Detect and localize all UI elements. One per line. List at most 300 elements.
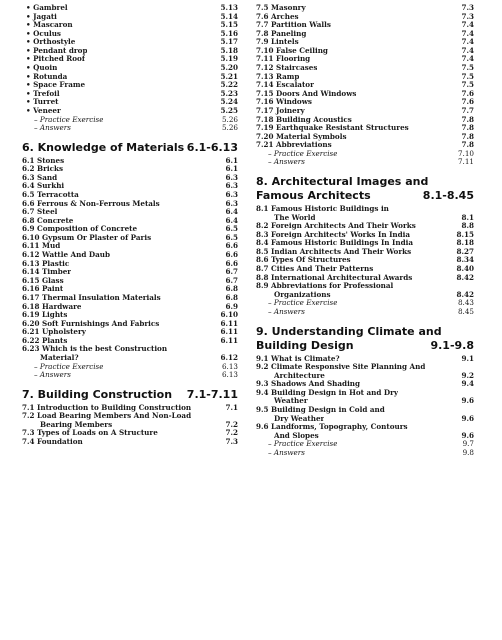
entry-text: 9.3 Shadows And Shading (256, 380, 361, 389)
entry-title (256, 222, 416, 231)
entry-page-number: 7.8 (461, 131, 474, 141)
section-entry (256, 282, 484, 291)
entry-text: Dry Weather (274, 414, 325, 423)
entry-text: 6.20 Soft Furnishings And Fabrics (22, 319, 160, 328)
entry-page-number: 6.1 (225, 155, 238, 165)
entry-text: Turret (33, 98, 59, 107)
entry-text: Architecture (274, 371, 325, 380)
entry-page-number: 6.11 (220, 327, 238, 337)
entry-page-number: 7.8 (461, 140, 474, 150)
entry-text: Pitched Roof (33, 55, 85, 64)
entry-page-number: 6.1 (225, 164, 238, 174)
section-entry (256, 406, 484, 415)
exercise-entry (22, 371, 248, 380)
entry-title (26, 21, 73, 30)
entry-page-number: 7.6 (461, 97, 474, 107)
section-entry (256, 116, 484, 125)
entry-title (26, 47, 87, 56)
entry-text: 6.9 Composition of Concrete (22, 225, 138, 234)
entry-page-number: 6.6 (225, 241, 238, 251)
entry-page-number: 5.14 (220, 11, 238, 21)
entry-title (22, 404, 191, 413)
entry-text: Practice Exercise (273, 440, 338, 449)
bullet-entry (22, 90, 248, 99)
entry-title (22, 412, 191, 421)
entry-page-number: 7.4 (461, 20, 474, 30)
entry-title (22, 260, 69, 269)
entry-text: 8.2 Foreign Architects And Their Works (256, 222, 416, 231)
entry-title (256, 124, 409, 133)
entry-page-number: 6.7 (225, 275, 238, 285)
section-entry (256, 133, 484, 142)
section-entry (22, 294, 248, 303)
section-entry (256, 38, 484, 47)
entry-title (268, 150, 337, 159)
entry-text: Oculus (33, 29, 61, 38)
section-entry (22, 217, 248, 226)
section-entry (256, 55, 484, 64)
entry-text: 7.18 Building Acoustics (256, 115, 352, 124)
dash-icon: – (268, 440, 274, 449)
section-entry-continued (22, 354, 248, 363)
bullet-entry (22, 98, 248, 107)
section-entry (22, 260, 248, 269)
entry-text: 6.19 Lights (22, 311, 68, 320)
chapter-title-line1: 8. Architectural Images and (256, 174, 429, 188)
entry-page-number: 6.6 (225, 258, 238, 268)
section-entry (256, 205, 484, 214)
entry-text: 6.12 Wattle And Daub (22, 251, 111, 260)
entry-text: Practice Exercise (39, 362, 104, 371)
dash-icon: – (268, 158, 274, 167)
bullet-icon: • (26, 55, 34, 64)
entry-title (256, 64, 317, 73)
entry-title (268, 299, 337, 308)
dash-icon: – (268, 448, 274, 457)
entry-text: 6.18 Hardware (22, 302, 82, 311)
entry-title (22, 311, 67, 320)
entry-title (256, 107, 305, 116)
entry-title (26, 90, 60, 99)
entry-page-number: 7.4 (461, 28, 474, 38)
section-entry (256, 141, 484, 150)
entry-text: 7.10 False Ceiling (256, 46, 328, 55)
entry-page-number: 6.4 (225, 215, 238, 225)
entry-page-number: 6.5 (225, 224, 238, 234)
entry-text: Gambrel (33, 4, 68, 12)
entry-text: 7.13 Ramp (256, 72, 300, 81)
entry-page-number: 8.34 (456, 255, 474, 265)
entry-title (268, 158, 305, 167)
entry-text: 7.3 Types of Loads on A Structure (22, 429, 158, 438)
entry-page-number: 6.3 (225, 189, 238, 199)
entry-page-number: 6.8 (225, 284, 238, 294)
entry-title (22, 234, 151, 243)
chapter-heading (256, 175, 484, 205)
entry-text: 9.4 Building Design in Hot and Dry (256, 388, 399, 397)
entry-page-number: 7.5 (461, 71, 474, 81)
chapter-title: 6. Knowledge of Materials (22, 140, 185, 154)
exercise-entry (256, 440, 484, 449)
exercise-entry (256, 308, 484, 317)
dash-icon: – (34, 371, 40, 380)
entry-page-number: 6.5 (225, 232, 238, 242)
entry-text: Trefoil (33, 89, 60, 98)
entry-text: 6.22 Plants (22, 336, 68, 345)
entry-text: 7.19 Earthquake Resistant Structures (256, 124, 409, 133)
bullet-icon: • (26, 12, 34, 21)
entry-title (256, 133, 347, 142)
entry-text: 6.15 Glass (22, 276, 64, 285)
section-entry (256, 380, 484, 389)
entry-title (26, 98, 59, 107)
entry-page-number: 6.11 (220, 318, 238, 328)
chapter-page-range: 8.1-8.45 (422, 188, 474, 202)
entry-title (256, 30, 306, 39)
entry-title (26, 4, 68, 13)
entry-text: 8.1 Famous Historic Buildings in (256, 204, 389, 213)
section-entry-continued (256, 432, 484, 441)
entry-page-number: 5.24 (220, 97, 238, 107)
dash-icon: – (34, 115, 40, 124)
entry-title (22, 294, 161, 303)
entry-page-number: 9.2 (461, 370, 474, 380)
entry-text: Answers (39, 124, 71, 133)
entry-title (256, 38, 299, 47)
entry-page-number: 7.2 (225, 419, 238, 429)
entry-text: 6.13 Plastic (22, 259, 70, 268)
entry-title (256, 4, 306, 13)
entry-title (22, 303, 81, 312)
section-entry (22, 285, 248, 294)
section-entry-continued (256, 397, 484, 406)
exercise-entry (256, 150, 484, 159)
entry-text: 7.17 Joinery (256, 106, 305, 115)
section-entry (256, 47, 484, 56)
chapter-heading (22, 388, 248, 404)
entry-page-number: 6.7 (225, 267, 238, 277)
section-entry (256, 222, 484, 231)
entry-text: Material? (40, 353, 79, 362)
entry-title (256, 389, 398, 398)
bullet-entry (22, 64, 248, 73)
section-entry (256, 30, 484, 39)
entry-title (256, 21, 331, 30)
entry-title (26, 64, 57, 73)
entry-title (256, 406, 385, 415)
section-entry (256, 73, 484, 82)
section-entry-continued (256, 291, 484, 300)
entry-title (274, 415, 324, 424)
section-entry (256, 124, 484, 133)
entry-title (22, 277, 64, 286)
entry-title (22, 157, 64, 166)
chapter-page-range: 6.1-6.13 (186, 140, 238, 154)
entry-title (274, 214, 315, 223)
chapter-heading (22, 141, 248, 157)
entry-text: 8.4 Famous Historic Buildings In India (256, 239, 414, 248)
entry-title (256, 265, 373, 274)
entry-title (22, 182, 64, 191)
chapter-spacer (22, 380, 248, 388)
entry-text: 8.6 Types Of Structures (256, 256, 351, 265)
bullet-entry (22, 21, 248, 30)
entry-title (34, 116, 103, 125)
entry-text: 6.5 Terracotta (22, 190, 79, 199)
entry-title (256, 47, 328, 56)
entry-text: 6.1 Stones (22, 156, 65, 165)
section-entry (256, 90, 484, 99)
entry-page-number: 7.4 (461, 37, 474, 47)
bullet-icon: • (26, 106, 34, 115)
entry-text: 7.9 Lintels (256, 38, 299, 47)
entry-text: 7.7 Partition Walls (256, 21, 331, 30)
entry-page-number: 8.8 (461, 221, 474, 231)
section-entry-continued (256, 372, 484, 381)
entry-page-number: 7.4 (461, 54, 474, 64)
entry-page-number: 7.11 (457, 157, 474, 167)
dash-icon: – (268, 307, 274, 316)
section-entry-continued (256, 415, 484, 424)
section-entry (22, 268, 248, 277)
entry-page-number: 5.23 (220, 88, 238, 98)
entry-text: 6.11 Mud (22, 242, 61, 251)
section-entry (22, 208, 248, 217)
section-entry (22, 337, 248, 346)
entry-page-number: 6.11 (220, 335, 238, 345)
chapter-spacer (256, 167, 484, 175)
bullet-entry (22, 4, 248, 13)
entry-text: 7.2 Load Bearing Members And Non-Load (22, 412, 192, 421)
entry-title (22, 225, 137, 234)
entry-page-number: 5.26 (221, 123, 238, 133)
entry-page-number: 5.18 (220, 45, 238, 55)
section-entry (22, 328, 248, 337)
section-entry (256, 107, 484, 116)
entry-text: 7.16 Windows (256, 98, 312, 107)
section-entry (22, 200, 248, 209)
entry-title (34, 371, 71, 380)
entry-title (256, 231, 410, 240)
section-entry (22, 277, 248, 286)
entry-title (256, 205, 389, 214)
entry-text: Organizations (274, 290, 331, 299)
entry-text: 6.4 Surkhi (22, 182, 65, 191)
entry-page-number: 5.21 (220, 71, 238, 81)
entry-title (256, 248, 411, 257)
entry-text: 7.5 Masonry (256, 4, 306, 12)
entry-text: 7.8 Paneling (256, 29, 307, 38)
entry-title (274, 291, 331, 300)
entry-text: 7.6 Arches (256, 12, 299, 21)
bullet-icon: • (26, 81, 34, 90)
entry-title (256, 239, 413, 248)
entry-text: Pendant drop (33, 46, 88, 55)
section-entry (256, 239, 484, 248)
entry-title (256, 90, 356, 99)
section-entry (22, 225, 248, 234)
entry-page-number: 8.42 (456, 289, 474, 299)
entry-page-number: 7.3 (225, 437, 238, 447)
entry-text: 9.1 What is Climate? (256, 354, 340, 363)
entry-text: Answers (39, 371, 71, 380)
entry-text: 6.8 Concrete (22, 216, 74, 225)
entry-title (22, 328, 86, 337)
entry-title (26, 81, 85, 90)
entry-text: 6.2 Bricks (22, 165, 64, 174)
entry-page-number: 7.1 (225, 402, 238, 412)
entry-text: Mascaron (33, 21, 73, 30)
chapter-title-line2: Famous Architects (256, 188, 371, 202)
entry-title (256, 380, 360, 389)
entry-page-number: 7.5 (461, 63, 474, 73)
entry-text: 7.20 Material Symbols (256, 132, 347, 141)
entry-title (256, 141, 332, 150)
bullet-entry (22, 13, 248, 22)
entry-title (256, 423, 408, 432)
section-entry (22, 320, 248, 329)
entry-page-number: 8.15 (456, 229, 474, 239)
bullet-entry (22, 107, 248, 116)
bullet-icon: • (26, 38, 34, 47)
exercise-entry (22, 116, 248, 125)
section-entry-continued (22, 421, 248, 430)
entry-text: Bearing Members (40, 420, 113, 429)
entry-page-number: 7.7 (461, 105, 474, 115)
entry-text: 9.5 Building Design in Cold and (256, 405, 385, 414)
entry-text: 7.1 Introduction to Building Construction (22, 403, 192, 412)
entry-text: Practice Exercise (273, 299, 338, 308)
entry-page-number: 6.13 (221, 370, 238, 380)
section-entry (256, 64, 484, 73)
section-entry (256, 21, 484, 30)
entry-title (22, 200, 160, 209)
entry-text: 9.2 Climate Responsive Site Planning And (256, 363, 426, 372)
entry-page-number: 9.8 (462, 447, 474, 457)
bullet-entry (22, 47, 248, 56)
entry-page-number: 8.1 (461, 212, 474, 222)
section-entry (22, 303, 248, 312)
section-entry (22, 182, 248, 191)
section-entry (256, 231, 484, 240)
entry-page-number: 7.6 (461, 88, 474, 98)
bullet-icon: • (26, 89, 34, 98)
entry-page-number: 7.2 (225, 428, 238, 438)
entry-title (274, 372, 325, 381)
entry-title (22, 165, 63, 174)
entry-page-number: 5.20 (220, 63, 238, 73)
entry-text: 7.21 Abbreviations (256, 141, 332, 150)
section-entry (22, 404, 248, 413)
entry-text: Answers (273, 448, 305, 457)
entry-text: Veneer (33, 106, 61, 115)
entry-title (256, 256, 351, 265)
bullet-entry (22, 81, 248, 90)
entry-title (268, 449, 305, 458)
exercise-entry (22, 124, 248, 133)
chapter-title: 7. Building Construction (22, 387, 173, 401)
entry-text: 6.7 Steel (22, 208, 58, 217)
entry-text: Practice Exercise (39, 115, 104, 124)
entry-title (22, 320, 159, 329)
entry-text: 7.11 Flooring (256, 55, 311, 64)
entry-text: Orthostyle (33, 38, 76, 47)
entry-title (268, 308, 305, 317)
section-entry (22, 412, 248, 421)
entry-text: 7.15 Doors And Windows (256, 89, 357, 98)
entry-page-number: 7.8 (461, 114, 474, 124)
entry-title (40, 421, 112, 430)
entry-page-number: 6.9 (225, 301, 238, 311)
section-entry (256, 363, 484, 372)
entry-page-number: 5.25 (220, 105, 238, 115)
entry-title (22, 429, 158, 438)
entry-text: 6.14 Timber (22, 268, 72, 277)
entry-page-number: 7.5 (461, 80, 474, 90)
exercise-entry (256, 449, 484, 458)
entry-title (26, 13, 57, 22)
entry-page-number: 5.26 (221, 114, 238, 124)
entry-title (22, 345, 167, 354)
bullet-icon: • (26, 64, 34, 73)
toc-right-column (256, 4, 484, 457)
entry-title (22, 251, 110, 260)
chapter-spacer (256, 317, 484, 325)
entry-title (26, 107, 61, 116)
entry-page-number: 6.3 (225, 172, 238, 182)
entry-page-number: 7.4 (461, 45, 474, 55)
chapter-page-range: 7.1-7.11 (186, 387, 238, 401)
entry-title (256, 73, 299, 82)
exercise-entry (256, 158, 484, 167)
entry-text: And Slopes (274, 431, 319, 440)
entry-title (22, 174, 57, 183)
section-entry (256, 248, 484, 257)
entry-title (268, 440, 337, 449)
section-entry (22, 174, 248, 183)
entry-page-number: 9.6 (461, 396, 474, 406)
entry-title (256, 363, 425, 372)
section-entry (256, 423, 484, 432)
chapter-title-line2: Building Design (256, 338, 354, 352)
bullet-icon: • (26, 29, 34, 38)
entry-page-number: 7.10 (457, 148, 474, 158)
entry-text: 8.5 Indian Architects And Their Works (256, 247, 412, 256)
entry-page-number: 7.3 (461, 11, 474, 21)
entry-page-number: 7.3 (461, 3, 474, 12)
entry-title (256, 116, 352, 125)
entry-page-number: 6.3 (225, 198, 238, 208)
entry-page-number: 6.12 (220, 352, 238, 362)
section-entry (256, 265, 484, 274)
dash-icon: – (34, 362, 40, 371)
entry-title (22, 438, 83, 447)
entry-text: 6.6 Ferrous & Non-Ferrous Metals (22, 199, 160, 208)
entry-page-number: 7.8 (461, 123, 474, 133)
entry-title (34, 363, 103, 372)
entry-page-number: 5.16 (220, 28, 238, 38)
entry-page-number: 9.1 (461, 353, 474, 363)
section-entry (22, 429, 248, 438)
entry-text: Quoin (33, 64, 58, 73)
entry-page-number: 8.45 (457, 306, 474, 316)
entry-page-number: 5.22 (220, 80, 238, 90)
dash-icon: – (268, 299, 274, 308)
entry-title (26, 30, 61, 39)
entry-page-number: 9.7 (462, 439, 474, 449)
entry-page-number: 9.6 (461, 413, 474, 423)
bullet-entry (22, 55, 248, 64)
